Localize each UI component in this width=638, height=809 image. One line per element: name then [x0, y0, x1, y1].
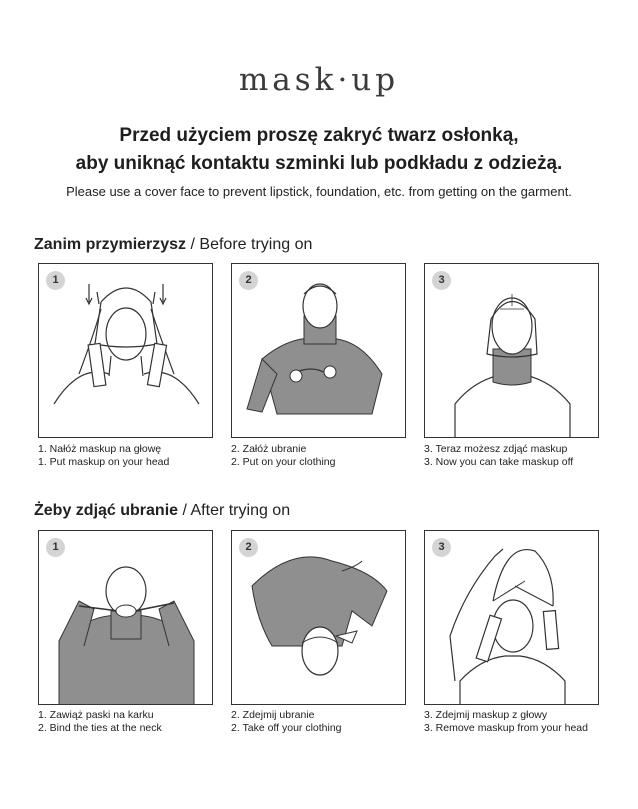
illustration-put-on-clothing [232, 264, 406, 438]
section-title-after [34, 502, 290, 520]
section-title-before [34, 236, 312, 254]
section-title-separator: / [186, 236, 200, 253]
step-caption-after-2 [231, 709, 342, 735]
caption-pl: 3. Zdejmij maskup z głowy [424, 709, 548, 721]
step-caption-after-3 [424, 709, 588, 735]
caption-pl: 1. Nałóż maskup na głowę [38, 443, 162, 455]
headline [0, 122, 638, 178]
headline-line-2: aby uniknąć kontaktu szminki lub podkładu z odzieżą. [75, 153, 563, 174]
step-number-badge: 2 [239, 271, 258, 290]
section-title-separator: / [178, 502, 191, 519]
caption-pl: 2. Załóż ubranie [231, 443, 307, 455]
caption-pl: 2. Zdejmij ubranie [231, 709, 315, 721]
step-panel-before-2 [231, 263, 406, 438]
caption-en: 2. Bind the ties at the neck [38, 722, 162, 734]
illustration-bind-ties [39, 531, 213, 705]
illustration-remove-mask [425, 531, 599, 705]
subline-english: Please use a cover face to prevent lipstick, foundation, etc. from getting on the garment. [66, 184, 572, 199]
illustration-put-on-mask [39, 264, 213, 438]
step-panel-after-2 [231, 530, 406, 705]
step-number-badge: 3 [432, 538, 451, 557]
section-title-en: After trying on [190, 502, 291, 519]
step-caption-before-2 [231, 443, 335, 469]
brand-logo: mask·up [238, 62, 400, 98]
caption-en: 2. Take off your clothing [231, 722, 342, 734]
step-number-badge: 2 [239, 538, 258, 557]
step-panel-after-3 [424, 530, 599, 705]
step-number-badge: 1 [46, 271, 65, 290]
caption-en: 1. Put maskup on your head [38, 456, 170, 468]
section-title-pl: Zanim przymierzysz [34, 236, 187, 253]
headline-line-1: Przed użyciem proszę zakryć twarz osłonką, [119, 125, 519, 146]
step-caption-after-1 [38, 709, 162, 735]
step-number-badge: 3 [432, 271, 451, 290]
step-panel-before-1 [38, 263, 213, 438]
step-number-badge: 1 [46, 538, 65, 557]
step-caption-before-3 [424, 443, 573, 469]
illustration-take-mask-off [425, 264, 599, 438]
caption-en: 3. Remove maskup from your head [424, 722, 588, 734]
caption-pl: 3. Teraz możesz zdjąć maskup [424, 443, 568, 455]
step-caption-before-1 [38, 443, 169, 469]
section-title-en: Before trying on [199, 236, 313, 253]
caption-pl: 1. Zawiąż paski na karku [38, 709, 154, 721]
step-panel-after-1 [38, 530, 213, 705]
illustration-take-off-clothing [232, 531, 406, 705]
caption-en: 3. Now you can take maskup off [424, 456, 574, 468]
caption-en: 2. Put on your clothing [231, 456, 336, 468]
step-panel-before-3 [424, 263, 599, 438]
section-title-pl: Żeby zdjąć ubranie [34, 502, 179, 519]
